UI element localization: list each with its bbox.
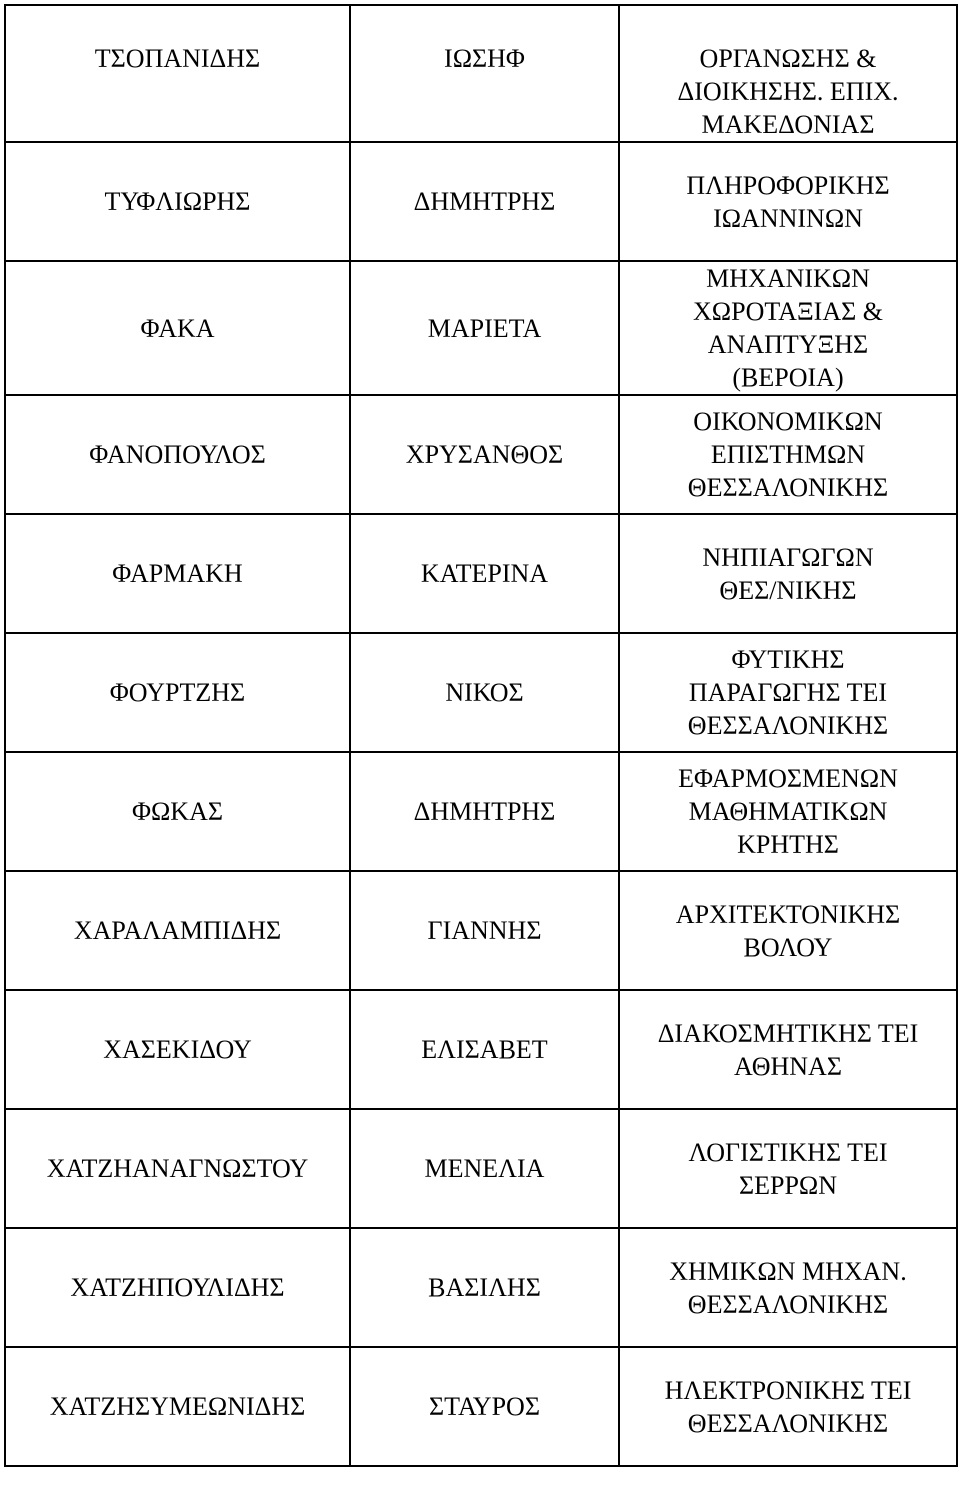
surname-cell: ΦΟΥΡΤΖΗΣ xyxy=(5,633,350,752)
surname-cell: ΦΩΚΑΣ xyxy=(5,752,350,871)
first-name-cell: ΧΡΥΣΑΝΘΟΣ xyxy=(350,395,619,514)
department-cell: ΝΗΠΙΑΓΩΓΩΝ ΘΕΣ/ΝΙΚΗΣ xyxy=(619,514,957,633)
surname-cell: ΧΑΤΖΗΑΝΑΓΝΩΣΤΟΥ xyxy=(5,1109,350,1228)
first-name-cell: ΜΑΡΙΕΤΑ xyxy=(350,261,619,395)
table-row xyxy=(5,990,957,1109)
first-name-cell: ΜΕΝΕΛΙΑ xyxy=(350,1109,619,1228)
surname-cell: ΦΑΚΑ xyxy=(5,261,350,395)
table-row xyxy=(5,395,957,514)
table-row xyxy=(5,1228,957,1347)
table-row xyxy=(5,1347,957,1466)
table-row xyxy=(5,871,957,990)
table-row xyxy=(5,514,957,633)
surname-cell: ΧΑΤΖΗΠΟΥΛΙΔΗΣ xyxy=(5,1228,350,1347)
table-row xyxy=(5,5,957,142)
department-cell: ΠΛΗΡΟΦΟΡΙΚΗΣ ΙΩΑΝΝΙΝΩΝ xyxy=(619,142,957,261)
first-name-cell: ΓΙΑΝΝΗΣ xyxy=(350,871,619,990)
first-name-cell: ΙΩΣΗΦ xyxy=(350,5,619,142)
results-table xyxy=(4,4,958,1467)
surname-cell: ΦΑΝΟΠΟΥΛΟΣ xyxy=(5,395,350,514)
surname-cell: ΧΑΤΖΗΣΥΜΕΩΝΙΔΗΣ xyxy=(5,1347,350,1466)
surname-cell: ΤΣΟΠΑΝΙΔΗΣ xyxy=(5,5,350,142)
table-row xyxy=(5,261,957,395)
table-row xyxy=(5,633,957,752)
first-name-cell: ΔΗΜΗΤΡΗΣ xyxy=(350,752,619,871)
first-name-cell: ΣΤΑΥΡΟΣ xyxy=(350,1347,619,1466)
department-cell: ΔΙΑΚΟΣΜΗΤΙΚΗΣ ΤΕΙ ΑΘΗΝΑΣ xyxy=(619,990,957,1109)
surname-cell: ΦΑΡΜΑΚΗ xyxy=(5,514,350,633)
department-cell: ΕΦΑΡΜΟΣΜΕΝΩΝ ΜΑΘΗΜΑΤΙΚΩΝ ΚΡΗΤΗΣ xyxy=(619,752,957,871)
department-cell: ΟΙΚΟΝΟΜΙΚΩΝ ΕΠΙΣΤΗΜΩΝ ΘΕΣΣΑΛΟΝΙΚΗΣ xyxy=(619,395,957,514)
department-cell: ΧΗΜΙΚΩΝ ΜΗΧΑΝ. ΘΕΣΣΑΛΟΝΙΚΗΣ xyxy=(619,1228,957,1347)
department-cell: ΑΡΧΙΤΕΚΤΟΝΙΚΗΣ ΒΟΛΟΥ xyxy=(619,871,957,990)
department-cell: ΛΟΓΙΣΤΙΚΗΣ ΤΕΙ ΣΕΡΡΩΝ xyxy=(619,1109,957,1228)
first-name-cell: ΒΑΣΙΛΗΣ xyxy=(350,1228,619,1347)
table-row xyxy=(5,752,957,871)
first-name-cell: ΚΑΤΕΡΙΝΑ xyxy=(350,514,619,633)
department-cell: ΦΥΤΙΚΗΣ ΠΑΡΑΓΩΓΗΣ ΤΕΙ ΘΕΣΣΑΛΟΝΙΚΗΣ xyxy=(619,633,957,752)
department-cell: ΗΛΕΚΤΡΟΝΙΚΗΣ ΤΕΙ ΘΕΣΣΑΛΟΝΙΚΗΣ xyxy=(619,1347,957,1466)
surname-cell: ΤΥΦΛΙΩΡΗΣ xyxy=(5,142,350,261)
department-cell: ΟΡΓΑΝΩΣΗΣ & ΔΙΟΙΚΗΣΗΣ. ΕΠΙΧ. ΜΑΚΕΔΟΝΙΑΣ xyxy=(619,5,957,142)
surname-cell: ΧΑΡΑΛΑΜΠΙΔΗΣ xyxy=(5,871,350,990)
table-row xyxy=(5,142,957,261)
surname-cell: ΧΑΣΕΚΙΔΟΥ xyxy=(5,990,350,1109)
table-row xyxy=(5,1109,957,1228)
first-name-cell: ΝΙΚΟΣ xyxy=(350,633,619,752)
department-cell: ΜΗΧΑΝΙΚΩΝ ΧΩΡΟΤΑΞΙΑΣ & ΑΝΑΠΤΥΞΗΣ (ΒΕΡΟΙΑ) xyxy=(619,261,957,395)
first-name-cell: ΔΗΜΗΤΡΗΣ xyxy=(350,142,619,261)
first-name-cell: ΕΛΙΣΑΒΕΤ xyxy=(350,990,619,1109)
